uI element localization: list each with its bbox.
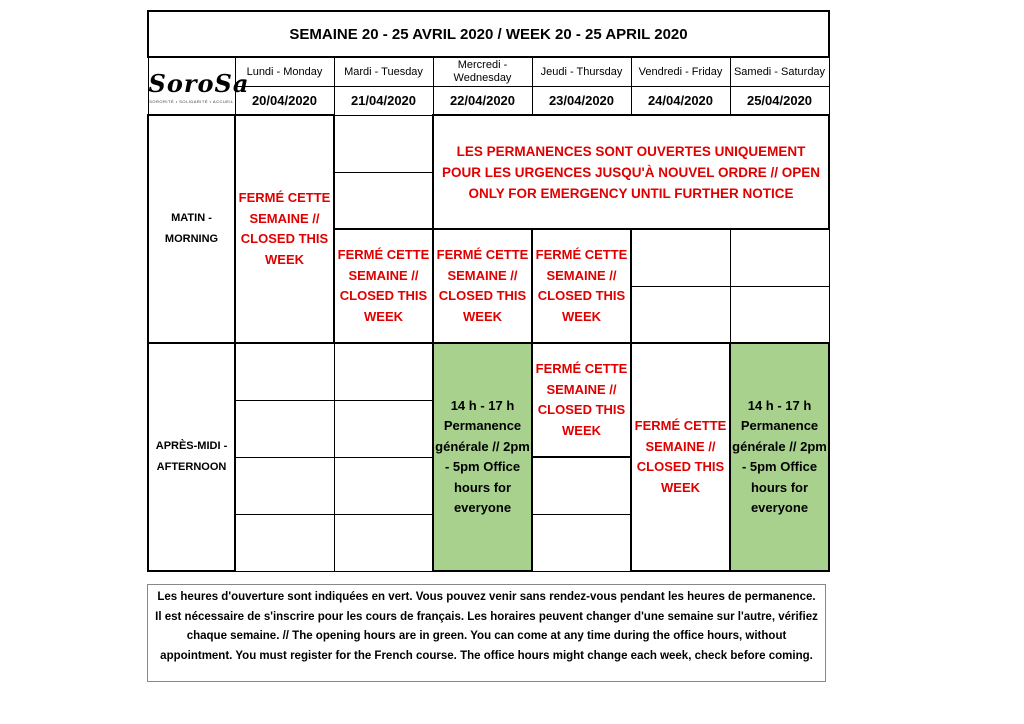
day-friday: Vendredi - Friday xyxy=(631,57,730,87)
empty-slot xyxy=(631,286,730,343)
empty-slot xyxy=(334,172,433,229)
day-tuesday: Mardi - Tuesday xyxy=(334,57,433,87)
empty-slot xyxy=(631,229,730,286)
closed-wednesday-morning: FERMÉ CETTE SEMAINE // CLOSED THIS WEEK xyxy=(433,229,532,343)
empty-slot xyxy=(235,514,334,571)
date-tuesday: 21/04/2020 xyxy=(334,87,433,116)
empty-slot xyxy=(235,400,334,457)
empty-slot xyxy=(235,343,334,400)
office-hours-wednesday: 14 h - 17 h Permanence générale // 2pm - 5pm Office hours for everyone xyxy=(433,343,532,571)
day-monday: Lundi - Monday xyxy=(235,57,334,87)
empty-slot xyxy=(334,514,433,571)
empty-slot xyxy=(334,457,433,514)
closed-monday-morning: FERMÉ CETTE SEMAINE // CLOSED THIS WEEK xyxy=(235,115,334,343)
empty-slot xyxy=(334,343,433,400)
empty-slot xyxy=(532,457,631,514)
closed-friday-afternoon: FERMÉ CETTE SEMAINE // CLOSED THIS WEEK xyxy=(631,343,730,571)
date-friday: 24/04/2020 xyxy=(631,87,730,116)
office-hours-saturday: 14 h - 17 h Permanence générale // 2pm - 5pm Office hours for everyone xyxy=(730,343,829,571)
day-thursday: Jeudi - Thursday xyxy=(532,57,631,87)
empty-slot xyxy=(334,400,433,457)
emergency-notice: LES PERMANENCES SONT OUVERTES UNIQUEMENT POUR LES URGENCES JUSQU'À NOUVEL ORDRE // OPEN ONLY FOR EMERGENCY UNTIL FURTHER NOTICE xyxy=(433,115,829,229)
logo-text: SoroSa xyxy=(148,68,250,98)
date-saturday: 25/04/2020 xyxy=(730,87,829,116)
logo-tagline: SORORITÉ • SOLIDARITÉ • ACCUEIL xyxy=(149,98,234,104)
closed-thursday-morning: FERMÉ CETTE SEMAINE // CLOSED THIS WEEK xyxy=(532,229,631,343)
schedule-title: SEMAINE 20 - 25 AVRIL 2020 / WEEK 20 - 25 APRIL 2020 xyxy=(148,11,829,57)
empty-slot xyxy=(235,457,334,514)
date-wednesday: 22/04/2020 xyxy=(433,87,532,116)
empty-slot xyxy=(532,514,631,571)
day-wednesday: Mercredi - Wednesday xyxy=(433,57,532,87)
date-thursday: 23/04/2020 xyxy=(532,87,631,116)
empty-slot xyxy=(730,229,829,286)
period-morning: MATIN - MORNING xyxy=(148,115,235,343)
period-afternoon: APRÈS-MIDI - AFTERNOON xyxy=(148,343,235,571)
closed-tuesday-morning: FERMÉ CETTE SEMAINE // CLOSED THIS WEEK xyxy=(334,229,433,343)
day-saturday: Samedi - Saturday xyxy=(730,57,829,87)
empty-slot xyxy=(334,115,433,172)
schedule-table xyxy=(147,10,830,572)
footer-note: Les heures d'ouverture sont indiquées en vert. Vous pouvez venir sans rendez-vous pendant les heures de permanence. Il est nécessaire de s'inscrire pour les cours de français. Les horaires peuvent changer d'une semaine sur l'autre, vérifiez chaque semaine. // The opening hours are in green. You can come at any time during the office hours, without appointment. You must register for the French course. The office hours might change each week, check before coming. xyxy=(147,584,826,682)
logo xyxy=(148,57,250,115)
closed-thursday-afternoon: FERMÉ CETTE SEMAINE // CLOSED THIS WEEK xyxy=(532,343,631,457)
date-monday: 20/04/2020 xyxy=(235,87,334,116)
empty-slot xyxy=(730,286,829,343)
